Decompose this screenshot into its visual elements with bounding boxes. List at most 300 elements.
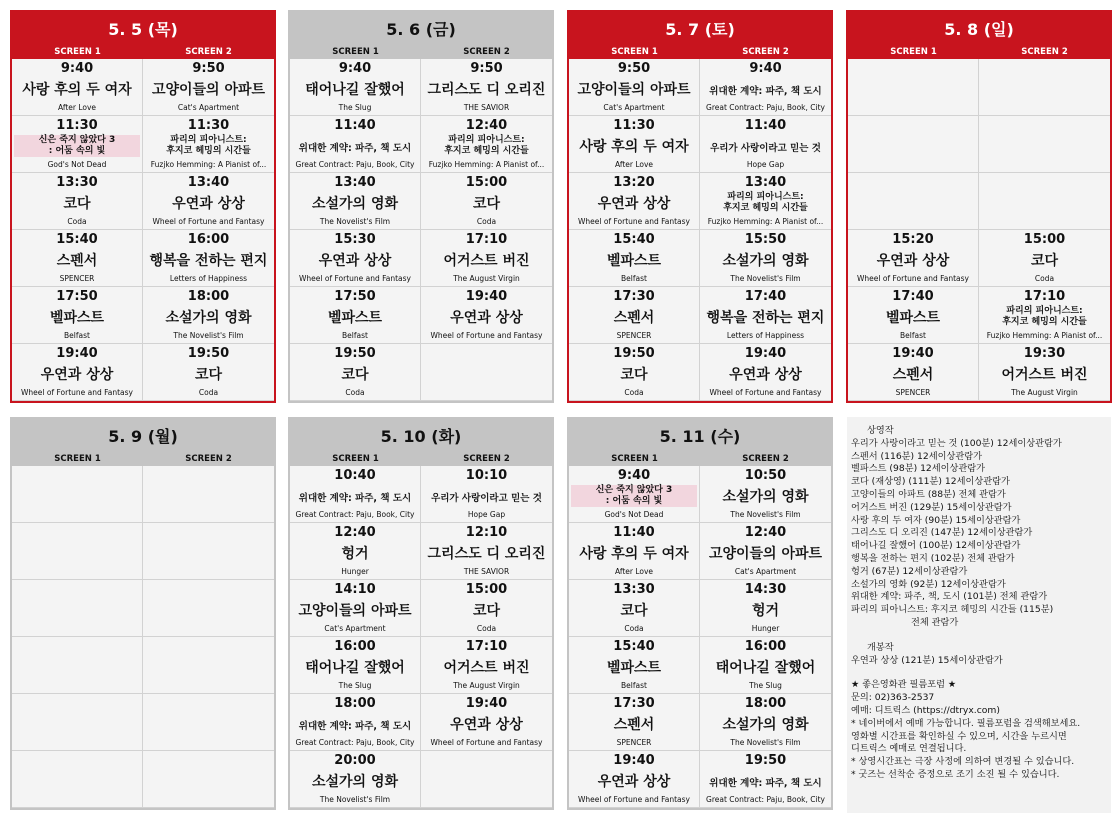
info-panel	[847, 417, 1111, 813]
movie-title-en: Coda	[476, 624, 497, 633]
movie-title-en: Cat's Apartment	[177, 103, 240, 112]
movie-title-en: After Love	[57, 103, 97, 112]
showtime: 9:40	[338, 61, 372, 76]
empty-cell	[848, 173, 979, 230]
day-title: 5. 9 (월)	[108, 427, 178, 446]
opening-item: 우연과 상상 (121분) 15세이상관람가	[851, 654, 1003, 666]
day-title: 5. 7 (토)	[665, 20, 735, 39]
showtime-cell[interactable]	[143, 344, 274, 401]
showtime-cell[interactable]	[421, 230, 552, 287]
screen-label: SCREEN 1	[890, 47, 937, 57]
movie-title-en: The Novelist's Film	[319, 217, 391, 226]
showtime: 10:40	[334, 468, 376, 483]
showtime: 9:50	[470, 61, 503, 76]
movie-title-en: Wheel of Fortune and Fantasy	[299, 274, 411, 283]
movie-title-en: Fuzjko Hemming: A Pianist of...	[428, 160, 545, 169]
empty-cell	[12, 466, 143, 523]
movie-title-ko: 태어나길 잘했어	[305, 660, 405, 676]
showtime-cell[interactable]	[700, 230, 831, 287]
contact-line: 예매: 디트릭스 (https://dtryx.com)	[851, 704, 1000, 716]
showtime-cell[interactable]	[569, 637, 700, 694]
showtime-cell[interactable]	[700, 116, 831, 173]
movie-title-en: Letters of Happiness	[726, 331, 805, 340]
showtime-cell[interactable]	[290, 173, 421, 230]
contact-line: * 굿즈는 선착순 증정으로 조기 소진 될 수 있습니다.	[851, 768, 1060, 780]
movie-title-en: Coda	[1034, 274, 1055, 283]
movie-title-en: After Love	[614, 567, 654, 576]
showtime-cell[interactable]	[700, 173, 831, 230]
showtime-cell[interactable]	[290, 59, 421, 116]
movie-title-en: SPENCER	[895, 388, 931, 397]
day-panel	[288, 417, 554, 810]
showtime-cell[interactable]	[421, 59, 552, 116]
movie-title-ko: 신은 죽지 않았다 3 : 어둠 속의 빛	[571, 485, 697, 507]
showtime: 19:40	[613, 753, 655, 768]
showtime-cell[interactable]	[290, 580, 421, 637]
showing-item: 벨파스트 (98분) 12세이상관람가	[851, 463, 986, 475]
showtime: 13:40	[187, 175, 230, 190]
showtime-cell[interactable]	[569, 523, 700, 580]
showtime: 15:40	[613, 639, 655, 654]
movie-title-en: THE SAVIOR	[463, 567, 510, 576]
showtime-grid	[12, 59, 274, 401]
showing-item: 태어나길 잘했어 (100분) 12세이상관람가	[851, 540, 1021, 552]
movie-title-en: Cat's Apartment	[603, 103, 665, 112]
empty-cell	[143, 637, 274, 694]
showtime-cell[interactable]	[569, 694, 700, 751]
movie-title-ko: 태어나길 잘했어	[305, 82, 405, 98]
showtime: 15:00	[1023, 232, 1066, 247]
day-header	[12, 12, 274, 59]
day-title: 5. 8 (일)	[944, 20, 1014, 39]
movie-title-ko: 헝거	[341, 546, 369, 562]
showtime: 15:00	[465, 582, 508, 597]
showtime: 18:00	[744, 696, 787, 711]
day-panel	[288, 10, 554, 403]
showtime-cell[interactable]	[569, 230, 700, 287]
movie-title-en: Hunger	[751, 624, 780, 633]
screen-label: SCREEN 1	[332, 454, 379, 464]
movie-title-en: Wheel of Fortune and Fantasy	[21, 388, 133, 397]
movie-title-en: Hope Gap	[746, 160, 785, 169]
showtime: 11:40	[613, 525, 655, 540]
screen-label: SCREEN 2	[463, 454, 510, 464]
movie-title-en: Coda	[476, 217, 497, 226]
movie-title-ko: 헝거	[751, 603, 780, 619]
empty-cell	[12, 523, 143, 580]
showtime-cell[interactable]	[421, 580, 552, 637]
empty-cell	[421, 344, 552, 401]
day-header	[569, 419, 831, 466]
showtime: 18:00	[334, 696, 376, 711]
movie-title-en: Wheel of Fortune and Fantasy	[430, 331, 543, 340]
showtime-cell[interactable]	[700, 466, 831, 523]
movie-title-ko: 그리스도 디 오리진	[427, 82, 546, 98]
showtime-cell[interactable]	[421, 523, 552, 580]
screen-label: SCREEN 2	[742, 47, 789, 57]
movie-title-ko: 위대한 계약: 파주, 책 도시	[298, 493, 412, 504]
movie-title-ko: 벨파스트	[606, 660, 662, 676]
showtime-cell[interactable]	[12, 230, 143, 287]
showtime-cell[interactable]	[290, 466, 421, 523]
showtime: 16:00	[744, 639, 787, 654]
movie-title-ko: 파리의 피아니스트: 후지코 헤밍의 시간들	[723, 192, 808, 213]
showing-item: 고양이들의 아파트 (88분) 전체 관람가	[851, 488, 1006, 500]
movie-title-en: Belfast	[621, 274, 647, 283]
movie-title-en: Belfast	[342, 331, 368, 340]
movie-title-ko: 코다	[472, 196, 501, 212]
day-title: 5. 10 (화)	[380, 427, 462, 446]
showtime: 18:00	[187, 289, 230, 304]
showtime-cell[interactable]	[700, 59, 831, 116]
movie-title-en: SPENCER	[59, 274, 95, 283]
movie-title-ko: 우리가 사랑이라고 믿는 것	[710, 143, 821, 154]
movie-title-ko: 소설가의 영화	[722, 489, 809, 505]
day-header	[290, 12, 552, 59]
movie-title-ko: 우연과 상상	[876, 253, 950, 269]
showtime-cell[interactable]	[12, 287, 143, 344]
showtime-cell[interactable]	[421, 694, 552, 751]
showing-item: 그리스도 디 오리진 (147분) 12세이상관람가	[851, 527, 1033, 539]
showtime: 12:10	[465, 525, 508, 540]
showtime-cell[interactable]	[290, 523, 421, 580]
movie-title-ko: 우연과 상상	[172, 196, 245, 212]
showtime: 11:30	[187, 118, 230, 133]
showtime-cell[interactable]	[700, 344, 831, 401]
movie-title-ko: 위대한 계약: 파주, 책 도시	[298, 143, 412, 154]
movie-title-ko: 소설가의 영화	[311, 774, 399, 790]
contact-line: * 상영시간표는 극장 사정에 의하여 변경될 수 있습니다.	[851, 756, 1075, 768]
movie-title-en: The August Virgin	[1011, 388, 1078, 397]
movie-title-en: Cat's Apartment	[324, 624, 386, 633]
day-title: 5. 5 (목)	[108, 20, 178, 39]
movie-title-en: The Slug	[338, 103, 372, 112]
movie-title-ko: 사랑 후의 두 여자	[579, 546, 689, 562]
movie-title-ko: 스펜서	[56, 253, 98, 269]
showtime-grid	[569, 466, 831, 808]
showtime: 19:50	[613, 346, 655, 361]
showtime-cell[interactable]	[979, 230, 1110, 287]
movie-title-en: The Novelist's Film	[730, 738, 801, 747]
showing-item: 코다 (재상영) (111분) 12세이상관람가	[851, 476, 1010, 488]
screen-label: SCREEN 1	[54, 47, 101, 57]
movie-title-ko: 행복을 전하는 편지	[149, 253, 268, 269]
showing-header: 상영작	[867, 425, 894, 436]
showtime: 12:40	[744, 525, 787, 540]
movie-title-ko: 그리스도 디 오리진	[427, 546, 546, 562]
showtime: 9:40	[617, 468, 651, 483]
showtime: 17:50	[334, 289, 376, 304]
movie-title-ko: 코다	[620, 603, 648, 619]
showtime: 17:30	[613, 696, 655, 711]
screen-label: SCREEN 2	[463, 47, 510, 57]
showtime: 15:20	[892, 232, 934, 247]
showtime-cell[interactable]	[700, 637, 831, 694]
showtime-cell[interactable]	[290, 751, 421, 808]
showtime-cell[interactable]	[569, 751, 700, 808]
showtime-cell[interactable]	[290, 344, 421, 401]
showtime: 11:40	[744, 118, 787, 133]
movie-title-en: God's Not Dead	[47, 160, 107, 169]
showtime-cell[interactable]	[700, 523, 831, 580]
showtime-cell[interactable]	[290, 230, 421, 287]
movie-title-ko: 사랑 후의 두 여자	[22, 82, 132, 98]
showtime: 13:30	[56, 175, 98, 190]
showtime-cell[interactable]	[569, 59, 700, 116]
movie-title-en: Great Contract: Paju, Book, City	[706, 103, 825, 112]
showtime: 13:20	[613, 175, 655, 190]
movie-title-en: Belfast	[900, 331, 926, 340]
empty-cell	[143, 751, 274, 808]
screen-label: SCREEN 1	[332, 47, 379, 57]
movie-title-en: Coda	[67, 217, 87, 226]
contact-line: 디트릭스 예매로 연결됩니다.	[851, 743, 967, 755]
movie-title-en: God's Not Dead	[604, 510, 664, 519]
screen-label: SCREEN 1	[611, 454, 658, 464]
showing-item: 파리의 피아니스트: 후지코 헤밍의 시간들 (115분)	[851, 604, 1054, 616]
showtime-cell[interactable]	[848, 344, 979, 401]
showtime: 9:40	[60, 61, 94, 76]
movie-title-ko: 소설가의 영화	[722, 717, 809, 733]
movie-title-ko: 우연과 상상	[729, 367, 802, 383]
showtime-cell[interactable]	[143, 59, 274, 116]
showtime: 17:40	[892, 289, 934, 304]
showtime-cell[interactable]	[979, 344, 1110, 401]
screen-label: SCREEN 2	[742, 454, 789, 464]
day-title: 5. 11 (수)	[659, 427, 741, 446]
movie-title-ko: 위대한 계약: 파주, 책 도시	[298, 721, 412, 732]
movie-title-ko: 코다	[341, 367, 369, 383]
movie-title-ko: 고양이들의 아파트	[577, 82, 691, 98]
movie-title-en: The August Virgin	[453, 681, 520, 690]
showing-item: 스펜서 (116분) 12세이상관람가	[851, 450, 982, 462]
showtime-cell[interactable]	[569, 173, 700, 230]
showtime-cell[interactable]	[290, 116, 421, 173]
showtime-cell[interactable]	[421, 466, 552, 523]
showtime-cell[interactable]	[290, 694, 421, 751]
empty-cell	[143, 694, 274, 751]
showtime: 17:10	[465, 639, 508, 654]
showtime: 17:40	[744, 289, 787, 304]
empty-cell	[421, 751, 552, 808]
movie-title-en: Coda	[345, 388, 365, 397]
movie-title-ko: 우연과 상상	[450, 310, 523, 326]
movie-title-ko: 위대한 계약: 파주, 책 도시	[709, 778, 822, 789]
showing-item: 헝거 (67분) 12세이상관람가	[851, 565, 968, 577]
empty-cell	[12, 751, 143, 808]
empty-cell	[143, 580, 274, 637]
showtime-cell[interactable]	[143, 173, 274, 230]
movie-title-en: Hope Gap	[467, 510, 506, 519]
showtime: 17:10	[1023, 289, 1066, 304]
showtime: 13:40	[744, 175, 787, 190]
movie-title-en: The Slug	[749, 681, 782, 690]
showtime: 19:40	[56, 346, 98, 361]
screen-label: SCREEN 1	[611, 47, 658, 57]
movie-title-ko: 코다	[1030, 253, 1059, 269]
showtime-cell[interactable]	[12, 59, 143, 116]
movie-title-en: THE SAVIOR	[463, 103, 510, 112]
movie-title-ko: 우연과 상상	[450, 717, 523, 733]
movie-title-ko: 사랑 후의 두 여자	[579, 139, 689, 155]
day-header	[12, 419, 274, 466]
movie-title-ko: 스펜서	[892, 367, 934, 383]
showtime: 13:30	[613, 582, 655, 597]
showtime: 19:30	[1023, 346, 1066, 361]
movie-title-en: Wheel of Fortune and Fantasy	[857, 274, 969, 283]
movie-title-ko: 코다	[63, 196, 91, 212]
screen-label: SCREEN 2	[185, 47, 232, 57]
movie-title-ko: 소설가의 영화	[311, 196, 399, 212]
showing-last-rating: 전체 관람가	[911, 616, 959, 628]
movie-title-ko: 신은 죽지 않았다 3 : 어둠 속의 빛	[14, 135, 140, 157]
movie-title-ko: 파리의 피아니스트: 후지코 헤밍의 시간들	[1002, 306, 1087, 327]
showtime: 14:10	[334, 582, 376, 597]
showtime: 11:30	[613, 118, 655, 133]
showtime: 12:40	[334, 525, 376, 540]
showing-item: 행복을 전하는 편지 (102분) 전체 관람가	[851, 552, 1015, 564]
day-panel	[846, 10, 1112, 403]
movie-title-ko: 파리의 피아니스트: 후지코 헤밍의 시간들	[444, 135, 529, 156]
movie-title-ko: 코다	[194, 367, 223, 383]
showtime-cell[interactable]	[700, 580, 831, 637]
movie-title-ko: 어거스트 버진	[1001, 367, 1088, 383]
day-panel	[567, 417, 833, 810]
movie-title-en: The Novelist's Film	[730, 274, 801, 283]
movie-title-en: Coda	[624, 388, 644, 397]
showtime-cell[interactable]	[700, 287, 831, 344]
showtime: 9:50	[192, 61, 225, 76]
showtime: 19:40	[892, 346, 934, 361]
day-header	[290, 419, 552, 466]
showtime-cell[interactable]	[979, 287, 1110, 344]
showtime: 14:30	[744, 582, 787, 597]
showtime: 15:40	[56, 232, 98, 247]
movie-title-en: Wheel of Fortune and Fantasy	[430, 738, 543, 747]
movie-title-ko: 벨파스트	[885, 310, 941, 326]
showtime-cell[interactable]	[569, 466, 700, 523]
showtime-cell[interactable]	[12, 116, 143, 173]
movie-title-ko: 우연과 상상	[597, 196, 671, 212]
movie-title-ko: 우연과 상상	[318, 253, 392, 269]
screen-label: SCREEN 1	[54, 454, 101, 464]
showing-item: 사랑 후의 두 여자 (90분) 15세이상관람가	[851, 514, 1021, 526]
movie-title-en: Wheel of Fortune and Fantasy	[709, 388, 822, 397]
contact-list	[851, 692, 1107, 782]
showtime: 19:40	[465, 289, 508, 304]
movie-title-en: The Novelist's Film	[319, 795, 391, 804]
empty-cell	[143, 466, 274, 523]
movie-title-en: Coda	[198, 388, 219, 397]
screen-label: SCREEN 2	[1021, 47, 1068, 57]
movie-title-en: Great Contract: Paju, Book, City	[706, 795, 825, 804]
showtime: 15:00	[465, 175, 508, 190]
showtime-cell[interactable]	[569, 344, 700, 401]
day-header	[569, 12, 831, 59]
showtime-cell[interactable]	[700, 751, 831, 808]
empty-cell	[979, 59, 1110, 116]
movie-title-en: Fuzjko Hemming: A Pianist of...	[986, 331, 1103, 340]
movie-title-ko: 스펜서	[613, 717, 655, 733]
movie-title-ko: 태어나길 잘했어	[715, 660, 816, 676]
showtime: 13:40	[334, 175, 376, 190]
showtime-cell[interactable]	[848, 230, 979, 287]
showtime: 11:30	[56, 118, 98, 133]
showtime-grid	[290, 59, 552, 401]
showtime-cell[interactable]	[569, 580, 700, 637]
showtime-grid	[290, 466, 552, 808]
movie-title-en: Coda	[624, 624, 644, 633]
showing-item: 어거스트 버진 (129분) 15세이상관람가	[851, 501, 1012, 513]
movie-title-ko: 파리의 피아니스트: 후지코 헤밍의 시간들	[166, 135, 251, 156]
showtime-cell[interactable]	[143, 287, 274, 344]
showtime-cell[interactable]	[700, 694, 831, 751]
showtime-cell[interactable]	[290, 637, 421, 694]
screen-label: SCREEN 2	[185, 454, 232, 464]
movie-title-ko: 고양이들의 아파트	[298, 603, 412, 619]
movie-title-en: Belfast	[621, 681, 647, 690]
showtime-grid	[569, 59, 831, 401]
showtime-cell[interactable]	[290, 287, 421, 344]
showtime: 19:40	[744, 346, 787, 361]
showtime-cell[interactable]	[421, 173, 552, 230]
movie-title-ko: 벨파스트	[49, 310, 105, 326]
movie-title-en: Hunger	[341, 567, 369, 576]
empty-cell	[143, 523, 274, 580]
showtime-cell[interactable]	[569, 287, 700, 344]
showtime-cell[interactable]	[12, 173, 143, 230]
movie-title-ko: 어거스트 버진	[443, 253, 530, 269]
movie-title-en: Wheel of Fortune and Fantasy	[578, 217, 690, 226]
showtime: 16:00	[187, 232, 230, 247]
movie-title-en: The Novelist's Film	[173, 331, 244, 340]
movie-title-ko: 행복을 전하는 편지	[706, 310, 825, 326]
movie-title-en: Letters of Happiness	[169, 274, 248, 283]
showtime: 19:40	[465, 696, 508, 711]
empty-cell	[848, 116, 979, 173]
showtime-cell[interactable]	[421, 637, 552, 694]
movie-title-en: After Love	[614, 160, 654, 169]
showtime-cell[interactable]	[569, 116, 700, 173]
showtime: 15:50	[744, 232, 787, 247]
showtime: 17:50	[56, 289, 98, 304]
showtime: 10:10	[465, 468, 508, 483]
showtime-cell[interactable]	[421, 287, 552, 344]
showtime-cell[interactable]	[143, 230, 274, 287]
movie-title-ko: 우리가 사랑이라고 믿는 것	[431, 493, 542, 504]
movie-title-ko: 우연과 상상	[40, 367, 114, 383]
opening-list	[851, 655, 1107, 668]
movie-title-ko: 고양이들의 아파트	[708, 546, 823, 562]
showtime-cell[interactable]	[12, 344, 143, 401]
movie-title-en: Fuzjko Hemming: A Pianist of...	[150, 160, 267, 169]
showtime: 15:40	[613, 232, 655, 247]
showtime-cell[interactable]	[143, 116, 274, 173]
showtime: 16:00	[334, 639, 376, 654]
opening-header: 개봉작	[867, 641, 894, 653]
showtime-cell[interactable]	[848, 287, 979, 344]
showtime: 17:10	[465, 232, 508, 247]
showtime-grid	[12, 466, 274, 808]
showtime-grid	[848, 59, 1110, 401]
empty-cell	[979, 173, 1110, 230]
showtime: 20:00	[334, 753, 376, 768]
contact-line: 문의: 02)363-2537	[851, 692, 935, 704]
movie-title-en: Wheel of Fortune and Fantasy	[578, 795, 690, 804]
showtime: 19:50	[334, 346, 376, 361]
showtime-cell[interactable]	[421, 116, 552, 173]
showtime: 12:40	[465, 118, 508, 133]
